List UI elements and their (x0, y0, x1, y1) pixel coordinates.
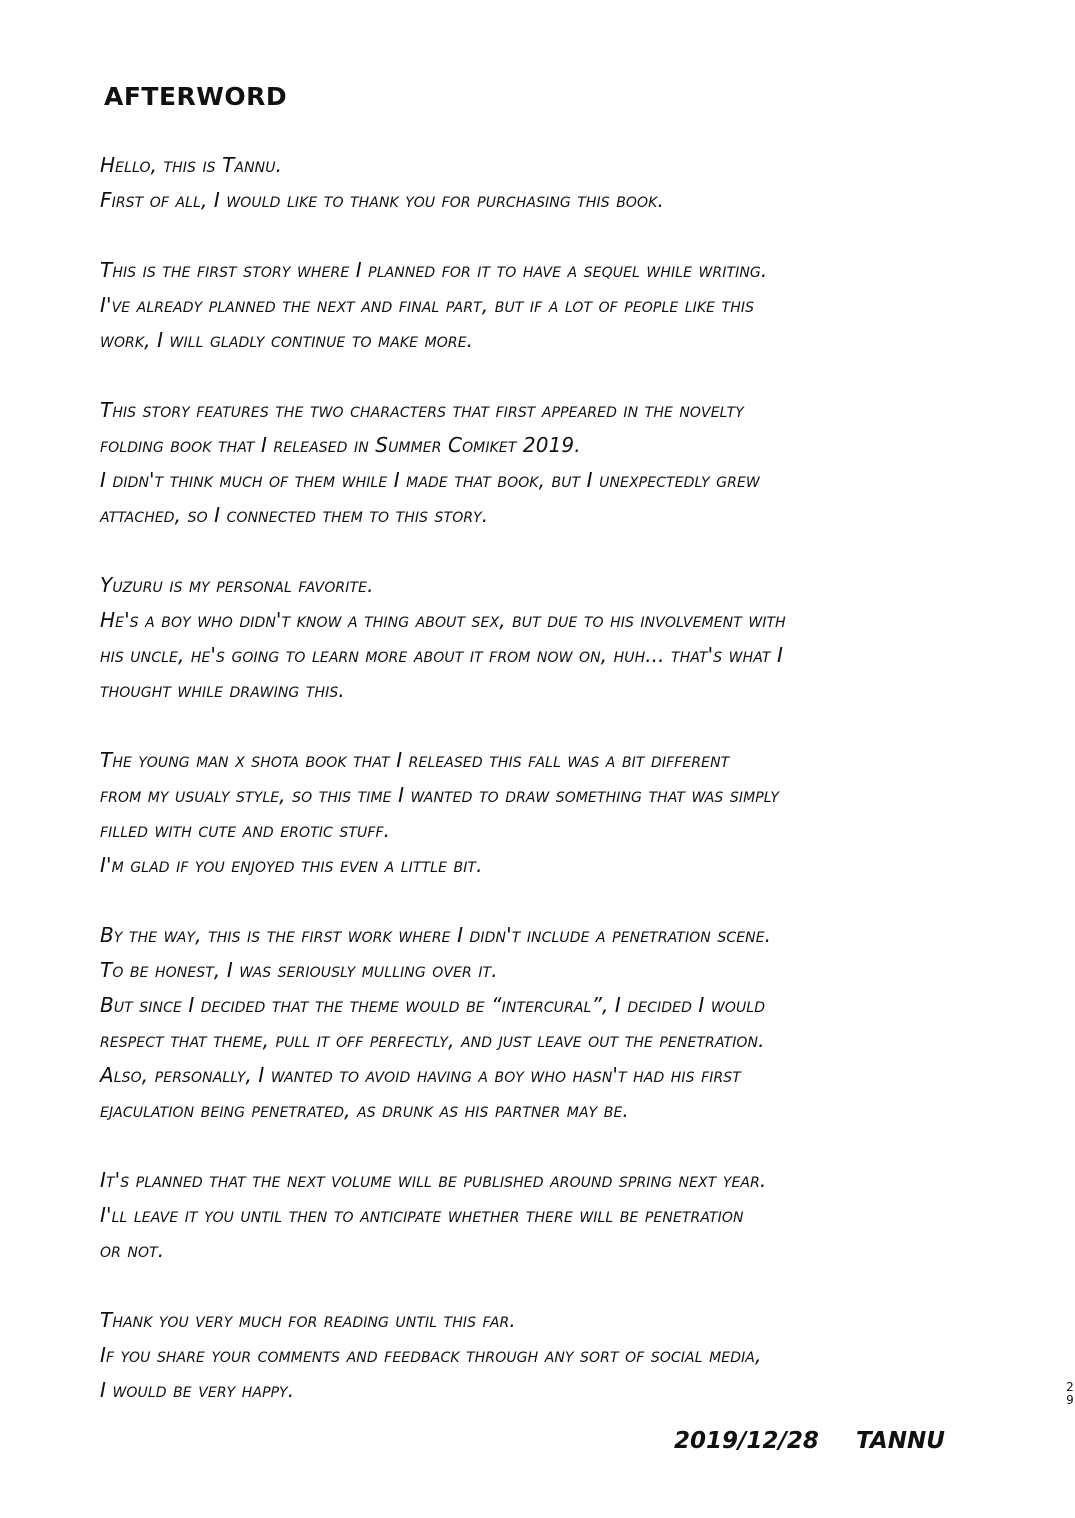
text-line: I didn't think much of them while I made that book, but I unexpectedly grew (100, 468, 760, 492)
text-line: filled with cute and erotic stuff. (100, 818, 391, 842)
text-line: ejaculation being penetrated, as drunk as his partner may be. (100, 1098, 629, 1122)
page-number: 29 (1066, 1380, 1074, 1407)
text-line: or not. (100, 1238, 165, 1262)
text-line: If you share your comments and feedback through any sort of social media, (100, 1343, 762, 1367)
text-line: To be honest, I was seriously mulling over it. (100, 958, 498, 982)
paragraph (100, 1303, 1040, 1408)
paragraph (100, 393, 1040, 533)
text-line: By the way, this is the first work where I didn't include a penetration scene. (100, 923, 772, 947)
text-line: This story features the two characters that first appeared in the novelty (100, 398, 744, 422)
text-line: Thank you very much for reading until this far. (100, 1308, 516, 1332)
text-line: respect that theme, pull it off perfectly, and just leave out the penetration. (100, 1028, 765, 1052)
text-line: Yuzuru is my personal favorite. (100, 573, 374, 597)
paragraph (100, 918, 1040, 1128)
text-line: Also, personally, I wanted to avoid having a boy who hasn't had his first (100, 1063, 741, 1087)
text-line: I'm glad if you enjoyed this even a little bit. (100, 853, 483, 877)
text-line: The young man x shota book that I released this fall was a bit different (100, 748, 730, 772)
signature-date: 2019/12/28 (674, 1428, 819, 1454)
text-line: It's planned that the next volume will be published around spring next year. (100, 1168, 767, 1192)
text-line: thought while drawing this. (100, 678, 345, 702)
text-line: This is the first story where I planned for it to have a sequel while writing. (100, 258, 768, 282)
text-line: I would be very happy. (100, 1378, 295, 1402)
signature-author: TANNU (856, 1428, 945, 1454)
paragraph (100, 568, 1040, 708)
text-line: work, I will gladly continue to make more. (100, 328, 474, 352)
paragraph (100, 743, 1040, 883)
text-line: He's a boy who didn't know a thing about sex, but due to his involvement with (100, 608, 786, 632)
afterword-body (100, 148, 1040, 1443)
text-line: from my usualy style, so this time I wanted to draw something that was simply (100, 783, 780, 807)
text-line: folding book that I released in Summer Comiket 2019. (100, 433, 581, 457)
signature (674, 1428, 945, 1454)
text-line: Hello, this is Tannu. (100, 153, 283, 177)
paragraph (100, 1163, 1040, 1268)
paragraph (100, 148, 1040, 218)
paragraph (100, 253, 1040, 358)
text-line: attached, so I connected them to this story. (100, 503, 489, 527)
text-line: But since I decided that the theme would be “intercural”, I decided I would (100, 993, 766, 1017)
text-line: First of all, I would like to thank you for purchasing this book. (100, 188, 664, 212)
text-line: his uncle, he's going to learn more about it from now on, huh... that's what I (100, 643, 784, 667)
text-line: I've already planned the next and final part, but if a lot of people like this (100, 293, 755, 317)
page-title: AFTERWORD (104, 82, 288, 111)
text-line: I'll leave it you until then to anticipate whether there will be penetration (100, 1203, 744, 1227)
